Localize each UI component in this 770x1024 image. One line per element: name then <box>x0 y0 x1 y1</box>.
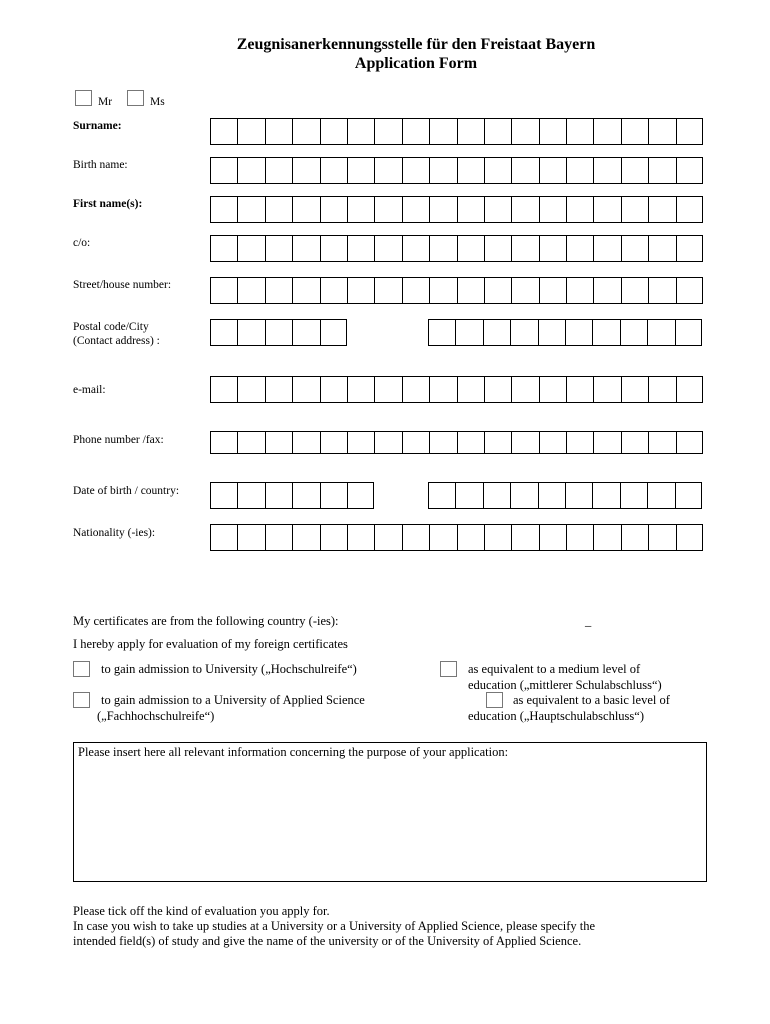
char-cell[interactable] <box>677 197 704 222</box>
char-cell[interactable] <box>293 158 320 183</box>
char-cell[interactable] <box>293 236 320 261</box>
nationality-label: Nationality (-ies): <box>73 527 156 539</box>
char-cell[interactable] <box>456 483 483 508</box>
char-cell[interactable] <box>567 377 594 402</box>
first-names-field[interactable] <box>210 196 703 223</box>
char-cell[interactable] <box>622 158 649 183</box>
char-cell[interactable] <box>594 158 621 183</box>
country-label: My certificates are from the following country (-ies): <box>73 614 339 628</box>
char-cell[interactable] <box>567 119 594 144</box>
nationality-field[interactable] <box>210 524 703 551</box>
phone-field[interactable] <box>210 431 703 454</box>
char-cell[interactable] <box>430 432 457 453</box>
char-cell[interactable] <box>238 483 265 508</box>
char-cell[interactable] <box>511 483 538 508</box>
char-cell[interactable] <box>458 119 485 144</box>
hochschulreife-label: to gain admission to University („Hochschulreife“) <box>101 662 357 676</box>
char-cell[interactable] <box>238 119 265 144</box>
char-cell[interactable] <box>485 525 512 550</box>
char-cell[interactable] <box>321 158 348 183</box>
char-cell[interactable] <box>648 483 675 508</box>
char-cell[interactable] <box>649 377 676 402</box>
char-cell[interactable] <box>211 483 238 508</box>
postal-label-line2: (Contact address) : <box>73 335 160 347</box>
char-cell[interactable] <box>594 432 621 453</box>
form-subtitle: Application Form <box>354 55 478 72</box>
char-cell[interactable] <box>621 320 648 345</box>
char-cell[interactable] <box>293 483 320 508</box>
char-cell[interactable] <box>321 432 348 453</box>
char-cell[interactable] <box>266 320 293 345</box>
char-cell[interactable] <box>458 158 485 183</box>
char-cell[interactable] <box>293 377 320 402</box>
char-cell[interactable] <box>677 432 704 453</box>
medium-level-checkbox[interactable] <box>440 661 457 677</box>
char-cell[interactable] <box>211 158 238 183</box>
char-cell[interactable] <box>430 119 457 144</box>
char-cell[interactable] <box>649 432 676 453</box>
char-cell[interactable] <box>649 236 676 261</box>
char-cell[interactable] <box>594 278 621 303</box>
char-cell[interactable] <box>403 119 430 144</box>
char-cell[interactable] <box>621 483 648 508</box>
email-label: e-mail: <box>73 384 106 396</box>
char-cell[interactable] <box>649 525 676 550</box>
char-cell[interactable] <box>348 158 375 183</box>
char-cell[interactable] <box>677 278 704 303</box>
char-cell[interactable] <box>293 119 320 144</box>
first-names-label: First name(s): <box>73 198 143 210</box>
char-cell[interactable] <box>540 432 567 453</box>
char-cell[interactable] <box>594 525 621 550</box>
char-cell[interactable] <box>622 432 649 453</box>
apply-text: I hereby apply for evaluation of my foreign certificates <box>73 637 348 651</box>
char-cell[interactable] <box>321 525 348 550</box>
co-field[interactable] <box>210 235 703 262</box>
char-cell[interactable] <box>293 525 320 550</box>
char-cell[interactable] <box>403 197 430 222</box>
char-cell[interactable] <box>593 320 620 345</box>
char-cell[interactable] <box>321 197 348 222</box>
char-cell[interactable] <box>539 320 566 345</box>
fachhochschulreife-label-line1: to gain admission to a University of Applied Science <box>101 693 365 707</box>
char-cell[interactable] <box>677 158 704 183</box>
char-cell[interactable] <box>321 236 348 261</box>
char-cell[interactable] <box>266 119 293 144</box>
char-cell[interactable] <box>485 236 512 261</box>
char-cell[interactable] <box>403 432 430 453</box>
fachhochschulreife-label-line2: („Fachhochschulreife“) <box>97 709 215 723</box>
char-cell[interactable] <box>458 377 485 402</box>
mr-checkbox[interactable] <box>75 90 92 106</box>
char-cell[interactable] <box>540 278 567 303</box>
char-cell[interactable] <box>458 236 485 261</box>
char-cell[interactable] <box>375 197 402 222</box>
char-cell[interactable] <box>485 158 512 183</box>
char-cell[interactable] <box>321 119 348 144</box>
char-cell[interactable] <box>430 197 457 222</box>
char-cell[interactable] <box>266 432 293 453</box>
char-cell[interactable] <box>321 377 348 402</box>
char-cell[interactable] <box>266 278 293 303</box>
char-cell[interactable] <box>321 278 348 303</box>
char-cell[interactable] <box>539 483 566 508</box>
footer-line-2: In case you wish to take up studies at a University or a University of Applied Science, please specify the <box>73 919 596 933</box>
char-cell[interactable] <box>649 278 676 303</box>
char-cell[interactable] <box>540 377 567 402</box>
char-cell[interactable] <box>458 525 485 550</box>
dob-label: Date of birth / country: <box>73 485 180 497</box>
char-cell[interactable] <box>622 197 649 222</box>
char-cell[interactable] <box>266 483 293 508</box>
char-cell[interactable] <box>348 197 375 222</box>
street-field[interactable] <box>210 277 703 304</box>
char-cell[interactable] <box>512 119 539 144</box>
char-cell[interactable] <box>266 236 293 261</box>
char-cell[interactable] <box>540 197 567 222</box>
char-cell[interactable] <box>677 377 704 402</box>
char-cell[interactable] <box>540 119 567 144</box>
char-cell[interactable] <box>403 236 430 261</box>
char-cell[interactable] <box>238 278 265 303</box>
mr-label: Mr <box>98 96 113 108</box>
char-cell[interactable] <box>348 236 375 261</box>
char-cell[interactable] <box>375 525 402 550</box>
char-cell[interactable] <box>238 197 265 222</box>
char-cell[interactable] <box>238 377 265 402</box>
char-cell[interactable] <box>649 119 676 144</box>
char-cell[interactable] <box>622 119 649 144</box>
surname-label: Surname: <box>73 120 122 132</box>
char-cell[interactable] <box>403 377 430 402</box>
char-cell[interactable] <box>648 320 675 345</box>
char-cell[interactable] <box>403 525 430 550</box>
char-cell[interactable] <box>622 236 649 261</box>
char-cell[interactable] <box>348 432 375 453</box>
birth-country-field[interactable] <box>428 482 702 509</box>
char-cell[interactable] <box>238 525 265 550</box>
char-cell[interactable] <box>321 483 348 508</box>
char-cell[interactable] <box>375 377 402 402</box>
char-cell[interactable] <box>293 432 320 453</box>
char-cell[interactable] <box>484 483 511 508</box>
basic-level-checkbox[interactable] <box>486 692 503 708</box>
char-cell[interactable] <box>430 525 457 550</box>
char-cell[interactable] <box>512 525 539 550</box>
postal-code-field[interactable] <box>210 319 347 346</box>
char-cell[interactable] <box>293 320 320 345</box>
char-cell[interactable] <box>266 158 293 183</box>
char-cell[interactable] <box>375 119 402 144</box>
surname-field[interactable] <box>210 118 703 145</box>
char-cell[interactable] <box>266 525 293 550</box>
char-cell[interactable] <box>348 377 375 402</box>
char-cell[interactable] <box>512 377 539 402</box>
char-cell[interactable] <box>430 278 457 303</box>
footer-line-3: intended field(s) of study and give the name of the university or of the University of Applied Science. <box>73 934 582 948</box>
char-cell[interactable] <box>348 483 375 508</box>
char-cell[interactable] <box>430 377 457 402</box>
char-cell[interactable] <box>403 158 430 183</box>
hochschulreife-checkbox[interactable] <box>73 661 90 677</box>
char-cell[interactable] <box>512 236 539 261</box>
char-cell[interactable] <box>348 119 375 144</box>
purpose-label: Please insert here all relevant information concerning the purpose of your application: <box>78 745 509 759</box>
char-cell[interactable] <box>348 525 375 550</box>
char-cell[interactable] <box>211 278 238 303</box>
char-cell[interactable] <box>238 236 265 261</box>
char-cell[interactable] <box>485 432 512 453</box>
char-cell[interactable] <box>375 432 402 453</box>
char-cell[interactable] <box>540 525 567 550</box>
char-cell[interactable] <box>458 432 485 453</box>
char-cell[interactable] <box>512 278 539 303</box>
char-cell[interactable] <box>458 278 485 303</box>
char-cell[interactable] <box>485 278 512 303</box>
char-cell[interactable] <box>458 197 485 222</box>
phone-label: Phone number /fax: <box>73 434 164 446</box>
char-cell[interactable] <box>211 525 238 550</box>
char-cell[interactable] <box>567 278 594 303</box>
char-cell[interactable] <box>293 197 320 222</box>
char-cell[interactable] <box>567 158 594 183</box>
char-cell[interactable] <box>348 278 375 303</box>
char-cell[interactable] <box>566 320 593 345</box>
char-cell[interactable] <box>321 320 348 345</box>
email-field[interactable] <box>210 376 703 403</box>
char-cell[interactable] <box>677 119 704 144</box>
char-cell[interactable] <box>567 525 594 550</box>
birth-name-field[interactable] <box>210 157 703 184</box>
street-label: Street/house number: <box>73 279 172 291</box>
char-cell[interactable] <box>293 278 320 303</box>
char-cell[interactable] <box>676 320 703 345</box>
char-cell[interactable] <box>512 197 539 222</box>
char-cell[interactable] <box>594 119 621 144</box>
char-cell[interactable] <box>511 320 538 345</box>
char-cell[interactable] <box>485 377 512 402</box>
char-cell[interactable] <box>403 278 430 303</box>
footer-line-1: Please tick off the kind of evaluation you apply for. <box>73 904 330 918</box>
medium-level-label-line1: as equivalent to a medium level of <box>468 662 641 676</box>
char-cell[interactable] <box>677 525 704 550</box>
char-cell[interactable] <box>211 320 238 345</box>
char-cell[interactable] <box>594 197 621 222</box>
char-cell[interactable] <box>567 236 594 261</box>
fachhochschulreife-checkbox[interactable] <box>73 692 90 708</box>
purpose-textarea[interactable] <box>73 742 707 882</box>
postal-label-line1: Postal code/City <box>73 321 149 333</box>
char-cell[interactable] <box>484 320 511 345</box>
char-cell[interactable] <box>677 236 704 261</box>
char-cell[interactable] <box>485 119 512 144</box>
char-cell[interactable] <box>430 158 457 183</box>
basic-level-label-line1: as equivalent to a basic level of <box>513 693 670 707</box>
char-cell[interactable] <box>375 236 402 261</box>
char-cell[interactable] <box>266 377 293 402</box>
char-cell[interactable] <box>649 197 676 222</box>
char-cell[interactable] <box>594 236 621 261</box>
char-cell[interactable] <box>512 432 539 453</box>
char-cell[interactable] <box>540 236 567 261</box>
birth-name-label: Birth name: <box>73 159 128 171</box>
char-cell[interactable] <box>238 432 265 453</box>
basic-level-label-line2: education („Hauptschulabschluss“) <box>468 709 644 723</box>
co-label: c/o: <box>73 237 91 249</box>
char-cell[interactable] <box>593 483 620 508</box>
char-cell[interactable] <box>622 525 649 550</box>
char-cell[interactable] <box>649 158 676 183</box>
char-cell[interactable] <box>512 158 539 183</box>
medium-level-label-line2: education („mittlerer Schulabschluss“) <box>468 678 662 692</box>
char-cell[interactable] <box>429 320 456 345</box>
char-cell[interactable] <box>622 278 649 303</box>
city-field[interactable] <box>428 319 702 346</box>
dob-field[interactable] <box>210 482 374 509</box>
char-cell[interactable] <box>622 377 649 402</box>
ms-checkbox[interactable] <box>127 90 144 106</box>
char-cell[interactable] <box>238 158 265 183</box>
char-cell[interactable] <box>566 483 593 508</box>
char-cell[interactable] <box>266 197 293 222</box>
char-cell[interactable] <box>594 377 621 402</box>
ms-label: Ms <box>150 96 165 108</box>
char-cell[interactable] <box>567 432 594 453</box>
char-cell[interactable] <box>676 483 703 508</box>
char-cell[interactable] <box>211 236 238 261</box>
char-cell[interactable] <box>485 197 512 222</box>
char-cell[interactable] <box>456 320 483 345</box>
char-cell[interactable] <box>567 197 594 222</box>
char-cell[interactable] <box>211 377 238 402</box>
country-input-2[interactable]: _ <box>585 614 592 628</box>
char-cell[interactable] <box>540 158 567 183</box>
country-input-1[interactable] <box>378 614 533 629</box>
char-cell[interactable] <box>238 320 265 345</box>
char-cell[interactable] <box>430 236 457 261</box>
char-cell[interactable] <box>429 483 456 508</box>
char-cell[interactable] <box>375 158 402 183</box>
char-cell[interactable] <box>211 119 238 144</box>
char-cell[interactable] <box>211 197 238 222</box>
char-cell[interactable] <box>375 278 402 303</box>
form-title: Zeugnisanerkennungsstelle für den Freistaat Bayern <box>236 36 596 53</box>
char-cell[interactable] <box>211 432 238 453</box>
